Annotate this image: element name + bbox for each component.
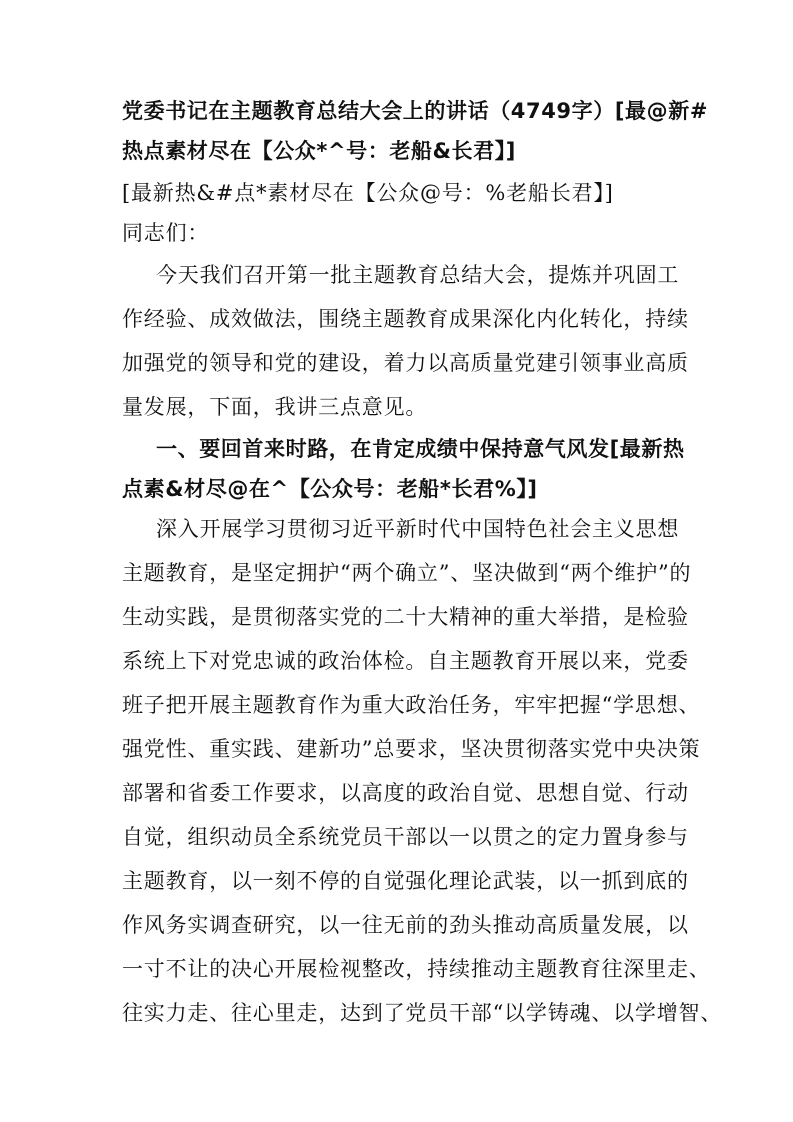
body-paragraph-line: 作风务实调查研究，以一往无前的劲头推动高质量发展，以 <box>122 913 689 937</box>
body-paragraph-line: 一寸不让的决心开展检视整改，持续推动主题教育往深里走、 <box>122 957 711 981</box>
document-title-line-1: 党委书记在主题教育总结大会上的讲话（4749字）[最@新# <box>122 99 709 123</box>
body-paragraph-line: 班子把开展主题教育作为重大政治任务，牢牢把握“学思想、 <box>122 693 701 717</box>
intro-paragraph-line: 加强党的领导和党的建设，着力以高质量党建引领事业高质 <box>122 351 689 375</box>
body-paragraph-line: 主题教育，是坚定拥护“两个确立”、坚决做到“两个维护”的 <box>122 561 692 585</box>
body-paragraph-line: 部署和省委工作要求，以高度的政治自觉、思想自觉、行动 <box>122 781 689 805</box>
section-heading-line-1: 一、要回首来时路，在肯定成绩中保持意气风发[最新热 <box>156 437 685 461</box>
body-paragraph-line: 深入开展学习贯彻习近平新时代中国特色社会主义思想 <box>156 517 680 541</box>
intro-paragraph-line: 今天我们召开第一批主题教育总结大会，提炼并巩固工 <box>156 263 680 287</box>
body-paragraph-line: 自觉，组织动员全系统党员干部以一以贯之的定力置身参与 <box>122 825 689 849</box>
body-paragraph-line: 生动实践，是贯彻落实党的二十大精神的重大举措，是检验 <box>122 605 689 629</box>
intro-paragraph-line: 量发展，下面，我讲三点意见。 <box>122 395 428 419</box>
document-subtitle: [最新热&#点*素材尽在【公众@号：%老船长君】] <box>122 181 614 205</box>
section-heading-line-2: 点素&材尽@在^【公众号：老船*长君%】] <box>122 477 538 501</box>
document-title-line-2: 热点素材尽在【公众*^号：老船&长君】] <box>122 139 516 163</box>
body-paragraph-line: 系统上下对党忠诚的政治体检。自主题教育开展以来，党委 <box>122 649 689 673</box>
intro-paragraph-line: 作经验、成效做法，围绕主题教育成果深化内化转化，持续 <box>122 307 689 331</box>
greeting: 同志们： <box>122 221 210 245</box>
body-paragraph-line: 强党性、重实践、建新功”总要求，坚决贯彻落实党中央决策 <box>122 737 701 761</box>
body-paragraph-line: 往实力走、往心里走，达到了党员干部“以学铸魂、以学增智、 <box>122 1001 723 1025</box>
body-paragraph-line: 主题教育，以一刻不停的自觉强化理论武装，以一抓到底的 <box>122 869 689 893</box>
